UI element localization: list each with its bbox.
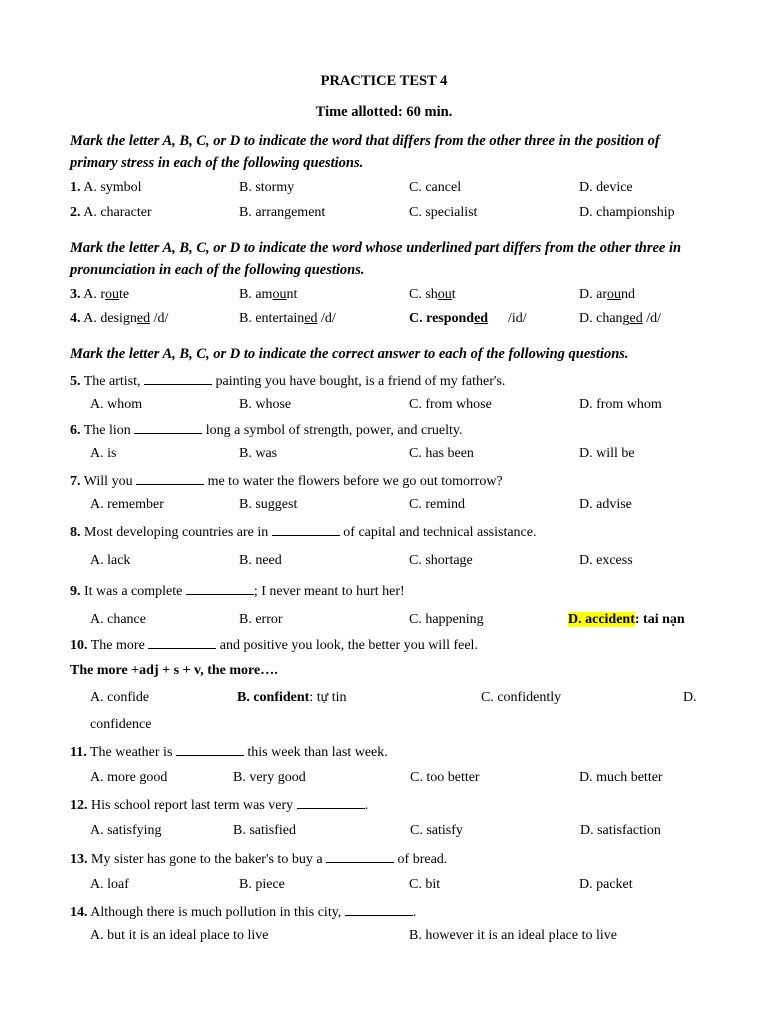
stem-text: long a symbol of strength, power, and cruelty. [202,423,463,438]
question-5-stem [70,372,505,390]
q9-option-b[interactable]: B. error [239,612,283,627]
answer-blank [326,850,394,863]
q5-option-a[interactable]: A. whom [90,397,143,412]
q8-option-c[interactable]: C. shortage [409,553,473,568]
stem-text: It was a complete [84,584,186,599]
q7-option-a[interactable]: A. remember [90,497,164,512]
q12-option-c[interactable]: C. satisfy [410,823,463,838]
q1-option-b[interactable]: B. stormy [239,180,295,195]
q9-option-a[interactable]: A. chance [90,612,146,627]
q12-option-a[interactable]: A. satisfying [90,823,162,838]
q2-option-d[interactable]: D. championship [579,205,675,220]
question-6-stem [70,421,463,439]
question-number: 13. [70,852,88,867]
option-text: te [119,287,130,302]
q14-option-a[interactable]: A. but it is an ideal place to live [90,928,269,943]
test-title: PRACTICE TEST 4 [320,73,448,89]
question-14-stem [70,903,416,921]
stem-text: of bread. [394,852,448,867]
stem-text: My sister has gone to the baker's to buy a [91,852,327,867]
q3-option-b[interactable] [239,287,297,303]
option-a[interactable] [83,287,129,302]
stem-text: painting you have bought, is a friend of my father's. [212,374,506,389]
underlined-part: ou [105,287,120,302]
question-8-stem [70,523,537,541]
underlined-part: ed [136,311,151,326]
q13-option-b[interactable]: B. piece [239,877,285,892]
q1-option-d[interactable]: D. device [579,180,633,195]
underlined-part: ed [304,311,318,326]
q5-option-b[interactable]: B. whose [239,397,292,412]
question-number: 12. [70,798,88,813]
q10-grammar-note: The more +adj + s + v, the more…. [70,663,278,678]
translation-note: : tự tin [309,690,347,705]
q6-option-d[interactable]: D. will be [579,446,635,461]
correct-answer: B. confident [237,690,310,705]
time-allotted: Time allotted: 60 min. [315,104,453,120]
stem-text: The weather is [89,745,176,760]
stem-text: and positive you look, the better you will feel. [216,638,478,653]
question-3 [70,287,129,303]
stem-text: . [364,798,369,813]
question-9-stem [70,582,405,600]
q13-option-a[interactable]: A. loaf [90,877,129,892]
question-number: 7. [70,474,81,489]
option-a[interactable]: A. symbol [83,180,142,195]
question-number: 9. [70,584,81,599]
answer-blank [144,372,212,385]
question-number: 2. [70,205,81,220]
q10-option-a[interactable]: A. confide [90,690,150,705]
q8-option-d[interactable]: D. excess [579,553,633,568]
q11-option-d[interactable]: D. much better [579,770,663,785]
q4-option-c-correct[interactable] [409,311,488,327]
question-1 [70,180,142,196]
q6-option-a[interactable]: A. is [90,446,117,461]
q11-option-a[interactable]: A. more good [90,770,168,785]
stem-text: . [412,905,417,920]
stem-text: ; I never meant to hurt her! [253,584,405,599]
question-13-stem [70,850,447,868]
option-text: B. am [239,287,273,302]
answer-blank [345,903,413,916]
q10-option-d-wrap[interactable]: confidence [90,717,152,732]
stem-text: The lion [83,423,135,438]
q13-option-d[interactable]: D. packet [579,877,633,892]
option-text: D. chang [579,311,630,326]
q4-option-c-ipa: /id/ [508,311,527,326]
q13-option-c[interactable]: C. bit [409,877,441,892]
question-number: 1. [70,180,81,195]
question-12-stem [70,796,368,814]
q3-option-d[interactable] [579,287,635,303]
q9-option-d-correct[interactable] [568,612,685,628]
stem-text: Although there is much pollution in this city, [90,905,345,920]
option-text: A. r [83,287,106,302]
q12-option-d[interactable]: D. satisfaction [580,823,661,838]
answer-blank [176,743,244,756]
answer-blank [148,636,216,649]
option-text: /d/ [150,311,169,326]
option-text: t [451,287,456,302]
question-4 [70,311,168,327]
question-number: 4. [70,311,81,326]
q14-option-b[interactable]: B. however it is an ideal place to live [409,928,617,943]
option-text: C. sh [409,287,438,302]
stem-text: of capital and technical assistance. [339,525,537,540]
q9-option-c[interactable]: C. happening [409,612,484,627]
question-number: 10. [70,638,88,653]
q6-option-b[interactable]: B. was [239,446,278,461]
q1-option-c[interactable]: C. cancel [409,180,462,195]
option-text: /d/ [642,311,662,326]
option-a[interactable]: A. character [83,205,152,220]
translation-note: : tai nạn [634,612,685,627]
q10-option-c[interactable]: C. confidently [481,690,562,705]
highlighted-answer: D. accident [568,612,635,627]
option-text: A. design [83,311,137,326]
stress-instruction: Mark the letter A, B, C, or D to indicate the word that differs from the other three in the position of primary stress in each of the following questions. [70,133,660,171]
question-number: 11. [70,745,87,760]
pronunciation-instruction: Mark the letter A, B, C, or D to indicate the word whose underlined part differs from the other three in pronunciation in each of the following questions. [70,240,682,278]
stem-text: this week than last week. [243,745,388,760]
q4-option-d[interactable] [579,311,661,327]
underlined-part: ou [272,287,287,302]
option-text: B. entertain [239,311,305,326]
option-text: /d/ [317,311,336,326]
q7-option-c[interactable]: C. remind [409,497,465,512]
question-number: 5. [70,374,81,389]
question-number: 6. [70,423,81,438]
q2-option-b[interactable]: B. arrangement [239,205,326,220]
question-10-stem [70,636,478,654]
answer-blank [272,523,340,536]
q3-option-c[interactable] [409,287,456,303]
option-text: nd [621,287,635,302]
underlined-part: ed [474,311,489,326]
q12-option-b[interactable]: B. satisfied [233,823,296,838]
stem-text: His school report last term was very [91,798,297,813]
answer-blank [186,582,254,595]
answer-blank [136,472,204,485]
q5-option-c[interactable]: C. from whose [409,397,492,412]
answer-blank [134,421,202,434]
option-text: C. respond [409,311,475,326]
question-number: 3. [70,287,81,302]
option-a[interactable] [83,311,168,326]
underlined-part: ed [629,311,643,326]
question-7-stem [70,472,503,490]
underlined-part: ou [607,287,621,302]
q10-option-b-correct[interactable] [237,690,347,706]
q10-option-d[interactable]: D. [683,690,697,705]
option-text: nt [286,287,298,302]
stem-text: The more [90,638,149,653]
q7-option-d[interactable]: D. advise [579,497,632,512]
q4-option-b[interactable] [239,311,336,327]
underlined-part: ou [437,287,452,302]
q6-option-c[interactable]: C. has been [409,446,474,461]
q11-option-b[interactable]: B. very good [233,770,306,785]
stem-text: me to water the flowers before we go out tomorrow? [204,474,503,489]
q7-option-b[interactable]: B. suggest [239,497,298,512]
stem-text: Will you [83,474,137,489]
correct-answer-instruction: Mark the letter A, B, C, or D to indicate the correct answer to each of the following questions. [70,346,629,362]
q2-option-c[interactable]: C. specialist [409,205,478,220]
q8-option-b[interactable]: B. need [239,553,282,568]
question-number: 8. [70,525,81,540]
stem-text: The artist, [83,374,145,389]
question-11-stem [70,743,388,761]
option-text: D. ar [579,287,607,302]
q11-option-c[interactable]: C. too better [410,770,480,785]
answer-blank [297,796,365,809]
question-number: 14. [70,905,88,920]
q8-option-a[interactable]: A. lack [90,553,131,568]
question-2 [70,205,152,221]
stem-text: Most developing countries are in [84,525,272,540]
q5-option-d[interactable]: D. from whom [579,397,662,412]
